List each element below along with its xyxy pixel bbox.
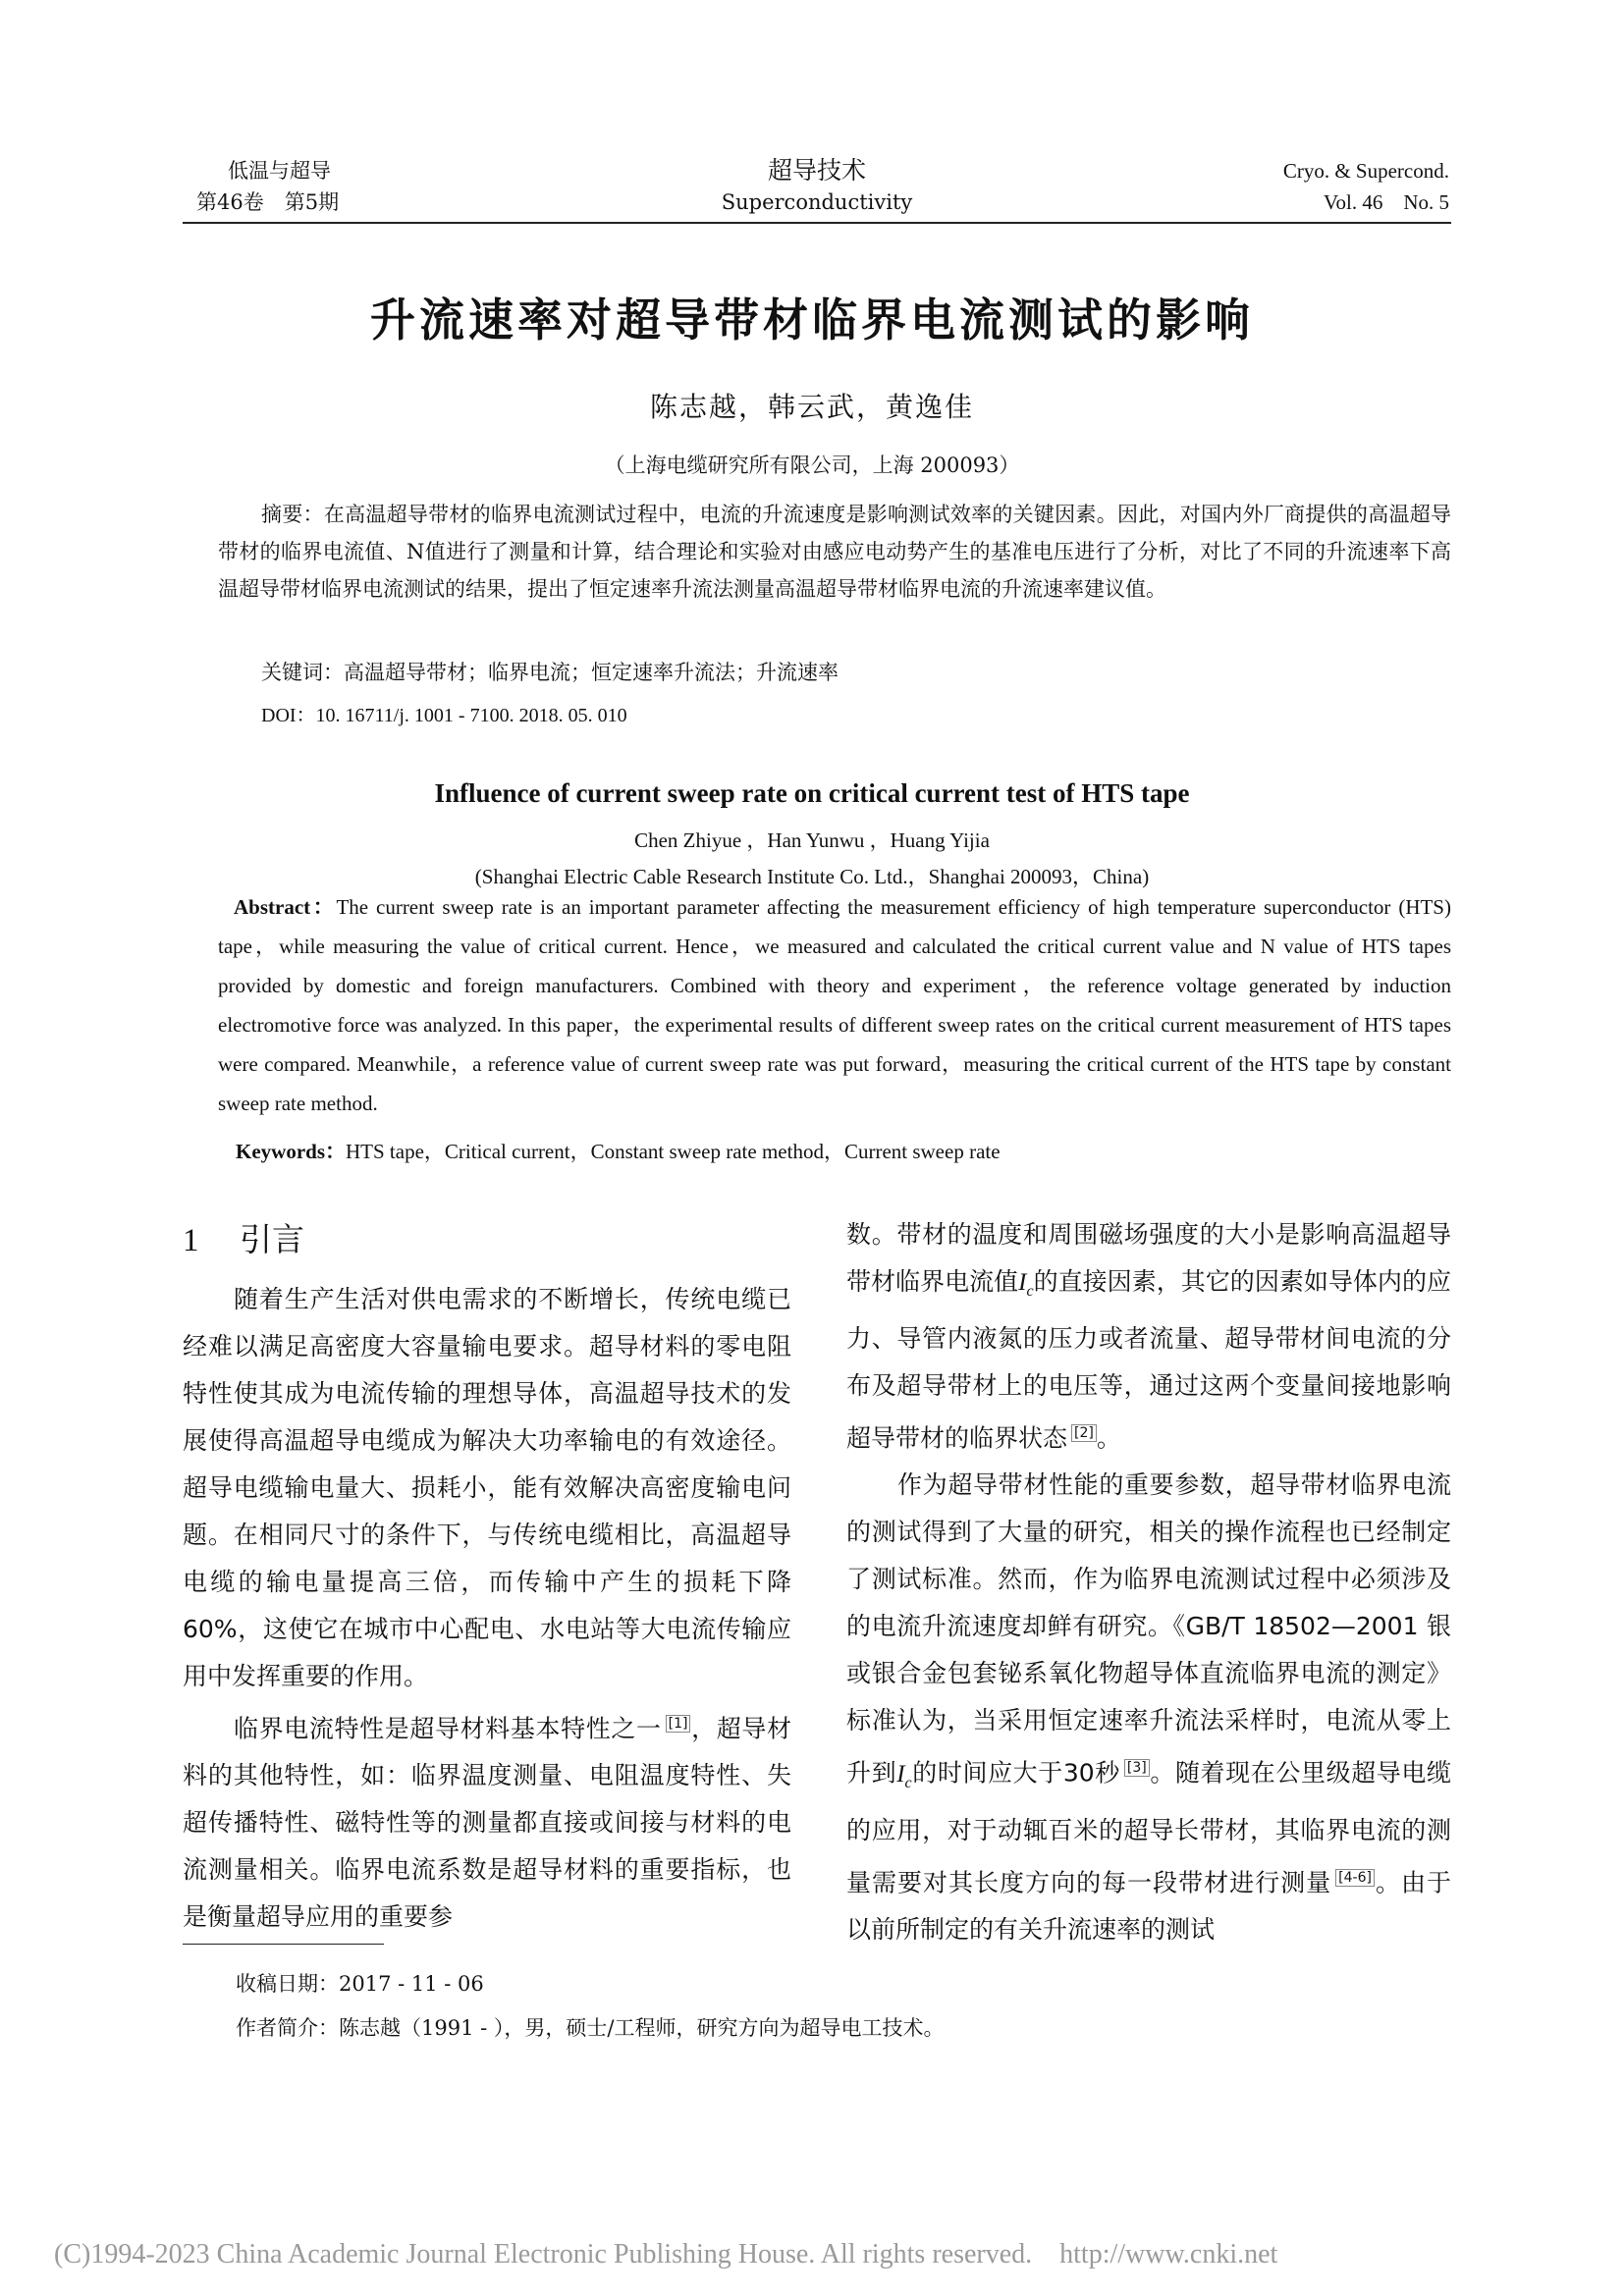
section-heading bbox=[183, 1214, 304, 1260]
copyright-notice: (C)1994-2023 China Academic Journal Electronic Publishing House. All rights reserved. http://www.cnki.net bbox=[54, 2239, 1278, 2269]
running-header bbox=[183, 155, 1451, 224]
section-name-cn: 超导技术 bbox=[767, 156, 866, 185]
math-symbol-ic: $I_c$ bbox=[1018, 1269, 1034, 1300]
body-paragraph: 临界电流特性是超导材料基本特性之一 [1] ，超导材料的其他特性，如：临界温度测量、电阻温度特性、失超传播特性、磁特性等的测量都直接或间接与材料的电流测量相关。临界电流系数是超导材料的重要指标，也是衡量超导应用的重要参 bbox=[183, 1714, 791, 1932]
section-number: 1 bbox=[183, 1223, 199, 1258]
body-paragraph: 随着生产生活对供电需求的不断增长，传统电缆已经难以满足高密度大容量输电要求。超导材料的零电阻特性使其成为电流传输的理想导体，高温超导技术的发展使得高温超导电缆成为解决大功率输电的有效途径。超导电缆输电量大、损耗小，能有效解决高密度输电问题。在相同尺寸的条件下，与传统电缆相比，高温超导电缆的输电量提高三倍，而传输中产生的损耗下降60%，这使它在城市中心配电、水电站等大电流传输应用中发挥重要的作用。 bbox=[183, 1285, 791, 1690]
footnote-rule bbox=[183, 1944, 384, 1945]
keywords-en bbox=[236, 1132, 1001, 1171]
citation-ref[interactable]: [1] bbox=[666, 1715, 691, 1733]
abstract-en-text: The current sweep rate is an important parameter affecting the measurement efficiency of high temperature superconductor (HTS) tape，while measuring the value of critical current. Hence，we measured and calculated the critical current value and N value of HTS tapes provided by domestic and foreign manufacturers. Combined with theory and experiment，the reference voltage generated by induction electromotive force was analyzed. In this paper，the experimental results of different sweep rates on the critical current measurement of HTS tapes were compared. Meanwhile，a reference value of current sweep rate was put forward，measuring the critical current of the HTS tape by constant sweep rate method. bbox=[218, 895, 1451, 1115]
journal-name-cn: 低温与超导 bbox=[228, 159, 331, 183]
doi: DOI：10. 16711/j. 1001 - 7100. 2018. 05. 010 bbox=[261, 705, 627, 726]
paper-title-en: Influence of current sweep rate on critical current test of HTS tape bbox=[434, 778, 1190, 808]
citation-ref[interactable]: [3] bbox=[1124, 1759, 1150, 1777]
abstract-en bbox=[218, 887, 1451, 1123]
paper-affiliation-en: (Shanghai Electric Cable Research Institute Co. Ltd.，Shanghai 200093，China) bbox=[474, 865, 1150, 888]
math-symbol-ic: $I_c$ bbox=[896, 1760, 912, 1791]
keywords-cn: 关键词：高温超导带材；临界电流；恒定速率升流法；升流速率 bbox=[261, 661, 839, 684]
body-column-left bbox=[183, 1276, 791, 1941]
journal-name-en: Cryo. & Supercond. bbox=[1282, 159, 1449, 183]
header-center bbox=[183, 155, 1451, 218]
citation-ref[interactable]: [2] bbox=[1071, 1424, 1097, 1442]
footnote-author: 作者简介：陈志越（1991 - ），男，硕士/工程师，研究方向为超导电工技术。 bbox=[236, 2016, 945, 2040]
body-column-right bbox=[846, 1211, 1451, 1953]
paper-affiliation: （上海电缆研究所有限公司，上海 200093） bbox=[604, 454, 1020, 477]
section-title: 引言 bbox=[240, 1220, 304, 1258]
citation-ref[interactable]: [4-6] bbox=[1335, 1869, 1375, 1887]
abstract-cn bbox=[218, 496, 1451, 608]
keywords-en-text: HTS tape，Critical current，Constant sweep rate method，Current sweep rate bbox=[346, 1140, 1001, 1163]
volume-issue-cn: 第46卷 第5期 bbox=[196, 190, 340, 214]
body-paragraph: 数。带材的温度和周围磁场强度的大小是影响高温超导带材临界电流值$I_c$的直接因素，其它的因素如导体内的应力、导管内液氮的压力或者流量、超导带材间电流的分布及超导带材上的电压等，通过这两个变量间接地影响超导带材的临界状态 [2] 。 bbox=[846, 1220, 1451, 1453]
keywords-en-label: Keywords： bbox=[236, 1140, 346, 1163]
header-right bbox=[1283, 155, 1449, 218]
abstract-cn-text: 摘要：在高温超导带材的临界电流测试过程中，电流的升流速度是影响测试效率的关键因素。因此，对国内外厂商提供的高温超导带材的临界电流值、N值进行了测量和计算，结合理论和实验对由感应电动势产生的基准电压进行了分析，对比了不同的升流速率下高温超导带材临界电流测试的结果，提出了恒定速率升流法测量高温超导带材临界电流的升流速率建议值。 bbox=[218, 503, 1451, 601]
paper-authors-en: Chen Zhiyue ，Han Yunwu ，Huang Yijia bbox=[634, 828, 990, 852]
volume-issue-en: Vol. 46 No. 5 bbox=[1324, 190, 1449, 214]
abstract-en-label: Abstract： bbox=[234, 895, 337, 919]
paper-authors: 陈志越，韩云武，黄逸佳 bbox=[649, 391, 974, 423]
paper-title: 升流速率对超导带材临界电流测试的影响 bbox=[370, 294, 1254, 347]
footnote-received: 收稿日期：2017 - 11 - 06 bbox=[236, 1972, 484, 1996]
body-paragraph: 作为超导带材性能的重要参数，超导带材临界电流的测试得到了大量的研究，相关的操作流程也已经制定了测试标准。然而，作为临界电流测试过程中必须涉及的电流升流速度却鲜有研究。《GB/T 18502—2001 银或银合金包套铋系氧化物超导体直流临界电流的测定》标准认为，当采用恒定速率升流法采样时，电流从零上升到$I_c$的时间应大于30秒 [3] 。随着现在公里级超导电缆的应用，对于动辄百米的超导长带材，其临界电流的测量需要对其长度方向的每一段带材进行测量 [4-6] 。由于以前所制定的有关升流速率的测试 bbox=[846, 1470, 1451, 1944]
section-name-en: Superconductivity bbox=[721, 190, 913, 214]
